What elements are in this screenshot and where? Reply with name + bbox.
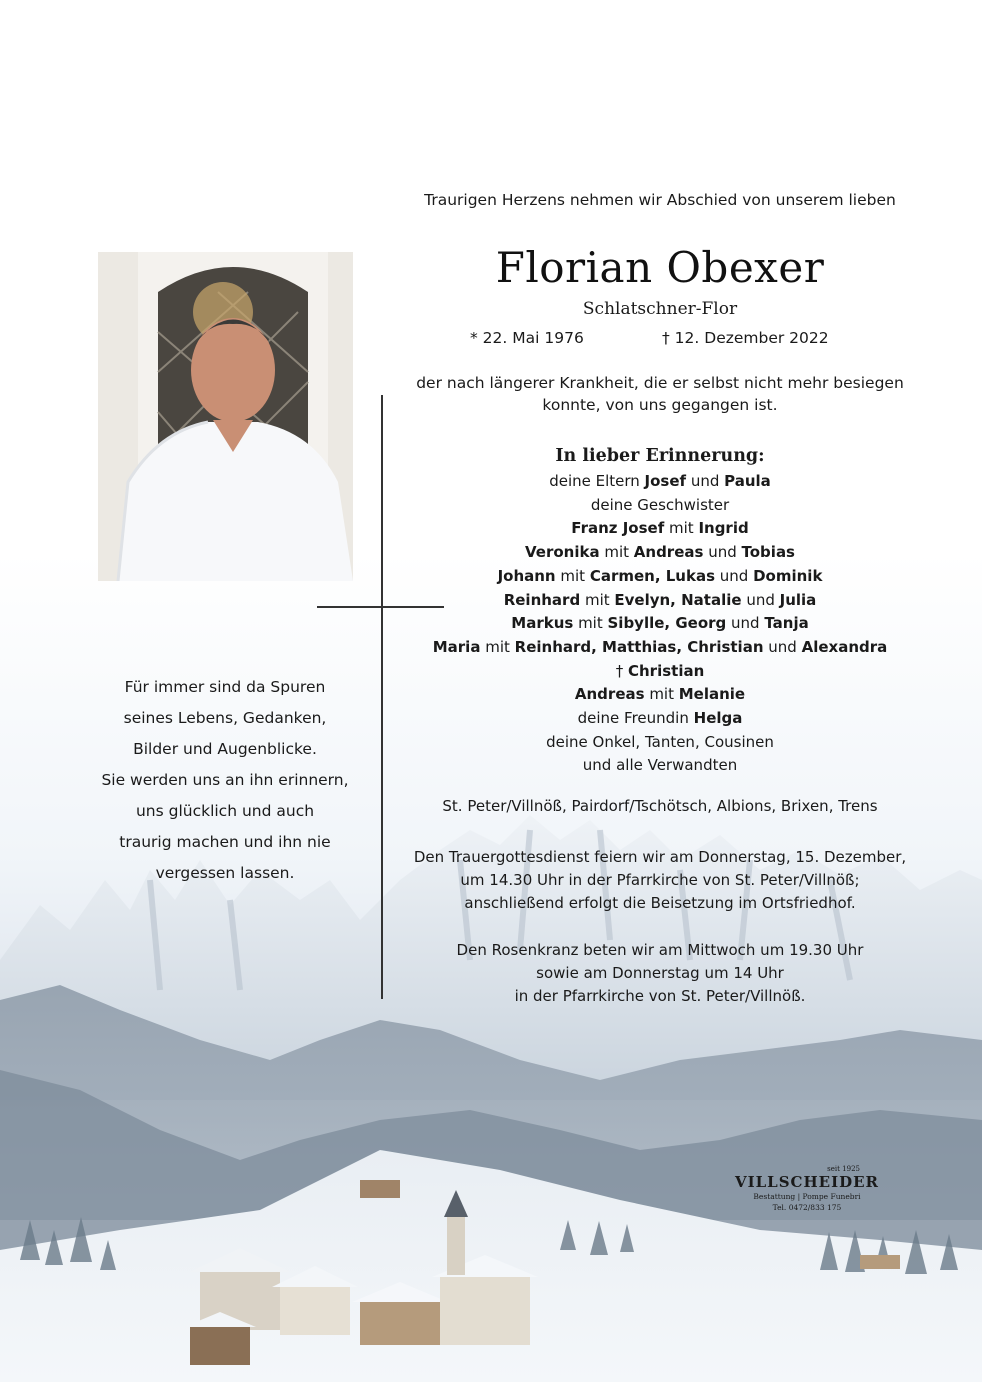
relative-text: und: [741, 590, 780, 609]
relative-name: Dominik: [753, 566, 823, 585]
relative-text: mit: [580, 590, 615, 609]
relative-text: und: [686, 472, 725, 490]
poem-line: vergessen lassen.: [155, 864, 295, 882]
relative-text: mit: [555, 566, 590, 585]
relative-name: Johann: [497, 566, 556, 585]
logo-subtitle: Bestattung | Pompe Funebri: [753, 1192, 861, 1201]
relative-name: Sibylle, Georg: [607, 614, 727, 633]
rosary-line: Den Rosenkranz beten wir am Mittwoch um 19.30 Uhr: [456, 941, 864, 959]
poem-line: traurig machen und ihn nie: [119, 833, 331, 851]
relative-name: Alexandra: [801, 637, 888, 656]
relative-text: und: [763, 637, 802, 656]
illness-text: [400, 372, 920, 416]
memorial-poem: [80, 672, 370, 889]
memory-title: In lieber Erinnerung:: [555, 446, 765, 466]
relative-line: [420, 517, 900, 541]
logo-since: seit 1925: [827, 1165, 860, 1173]
rosary-text: [395, 939, 925, 1008]
relative-name: Tanja: [764, 614, 809, 633]
relative-line: [420, 589, 900, 613]
relative-line: [420, 707, 900, 731]
relative-text: und alle Verwandten: [582, 756, 738, 775]
relatives-list: [420, 470, 900, 778]
relative-name: Andreas: [633, 543, 704, 562]
service-line: Den Trauergottesdienst feiern wir am Donnerstag, 15. Dezember,: [413, 848, 907, 866]
logo-name: VILLSCHEIDER: [734, 1173, 880, 1191]
service-line: anschließend erfolgt die Beisetzung im Ortsfriedhof.: [464, 894, 856, 912]
relative-name: Evelyn, Natalie: [614, 590, 742, 609]
poem-line: Sie werden uns an ihn erinnern,: [101, 771, 349, 789]
poem-line: uns glücklich und auch: [135, 802, 315, 820]
relative-name: Reinhard, Matthias, Christian: [514, 637, 764, 656]
relative-name: Julia: [779, 590, 817, 609]
relative-text: deine Freundin: [577, 709, 694, 728]
relative-text: †: [615, 661, 628, 680]
relative-line: [420, 565, 900, 589]
rosary-line: sowie am Donnerstag um 14 Uhr: [536, 964, 784, 982]
service-line: um 14.30 Uhr in der Pfarrkirche von St. Peter/Villnöß;: [460, 871, 860, 889]
places-text: St. Peter/Villnöß, Pairdorf/Tschötsch, Albions, Brixen, Trens: [442, 797, 878, 815]
relative-text: und: [703, 543, 742, 562]
death-date: † 12. Dezember 2022: [662, 329, 829, 347]
relative-text: und: [726, 614, 765, 633]
relative-text: mit: [664, 519, 699, 538]
cross-vertical-line: [381, 395, 383, 999]
relative-text: mit: [573, 614, 608, 633]
relative-line: [420, 470, 900, 494]
relative-name: Christian: [628, 661, 705, 680]
illness-line: der nach längerer Krankheit, die er selbst nicht mehr besiegen: [416, 374, 904, 392]
portrait-photo: [98, 252, 353, 581]
relative-line: [420, 683, 900, 707]
poem-line: Bilder und Augenblicke.: [133, 740, 317, 758]
relative-name: Markus: [511, 614, 574, 633]
relative-text: deine Onkel, Tanten, Cousinen: [546, 732, 774, 751]
relative-text: deine Eltern: [549, 472, 645, 490]
poem-line: Für immer sind da Spuren: [124, 678, 326, 696]
relative-line: [420, 636, 900, 660]
funeral-service-text: [395, 846, 925, 915]
relative-text: mit: [480, 637, 515, 656]
relative-name: Josef: [644, 472, 687, 490]
rosary-line: in der Pfarrkirche von St. Peter/Villnöß.: [514, 987, 806, 1005]
relative-line: [420, 754, 900, 778]
relative-name: Melanie: [678, 685, 746, 704]
relative-text: mit: [599, 543, 634, 562]
deceased-nickname: Schlatschner-Flor: [582, 299, 738, 319]
relative-name: Andreas: [574, 685, 645, 704]
deceased-name: Florian Obexer: [495, 243, 825, 292]
relative-text: und: [715, 566, 754, 585]
birth-date: * 22. Mai 1976: [470, 329, 584, 347]
relative-line: [420, 612, 900, 636]
relative-name: Franz Josef: [571, 519, 665, 538]
memory-section: [420, 444, 900, 778]
intro-text: Traurigen Herzens nehmen wir Abschied von unserem lieben: [424, 191, 896, 209]
relative-line: [420, 731, 900, 755]
relative-name: Veronika: [524, 543, 600, 562]
relative-line: [420, 494, 900, 518]
illness-line: konnte, von uns gegangen ist.: [542, 396, 778, 414]
relative-name: Reinhard: [503, 590, 581, 609]
relative-name: Tobias: [741, 543, 795, 562]
relative-name: Maria: [432, 637, 481, 656]
poem-line: seines Lebens, Gedanken,: [123, 709, 327, 727]
relative-name: Ingrid: [698, 519, 749, 538]
logo-phone: Tel. 0472/833 175: [772, 1203, 842, 1212]
funeral-home-logo: [722, 1165, 892, 1213]
relative-text: mit: [644, 685, 679, 704]
relative-text: deine Geschwister: [590, 495, 730, 514]
relative-line: [420, 541, 900, 565]
relative-name: Carmen, Lukas: [589, 566, 716, 585]
relative-name: Helga: [693, 709, 743, 728]
relative-line: [420, 660, 900, 684]
relative-name: Paula: [724, 472, 771, 490]
